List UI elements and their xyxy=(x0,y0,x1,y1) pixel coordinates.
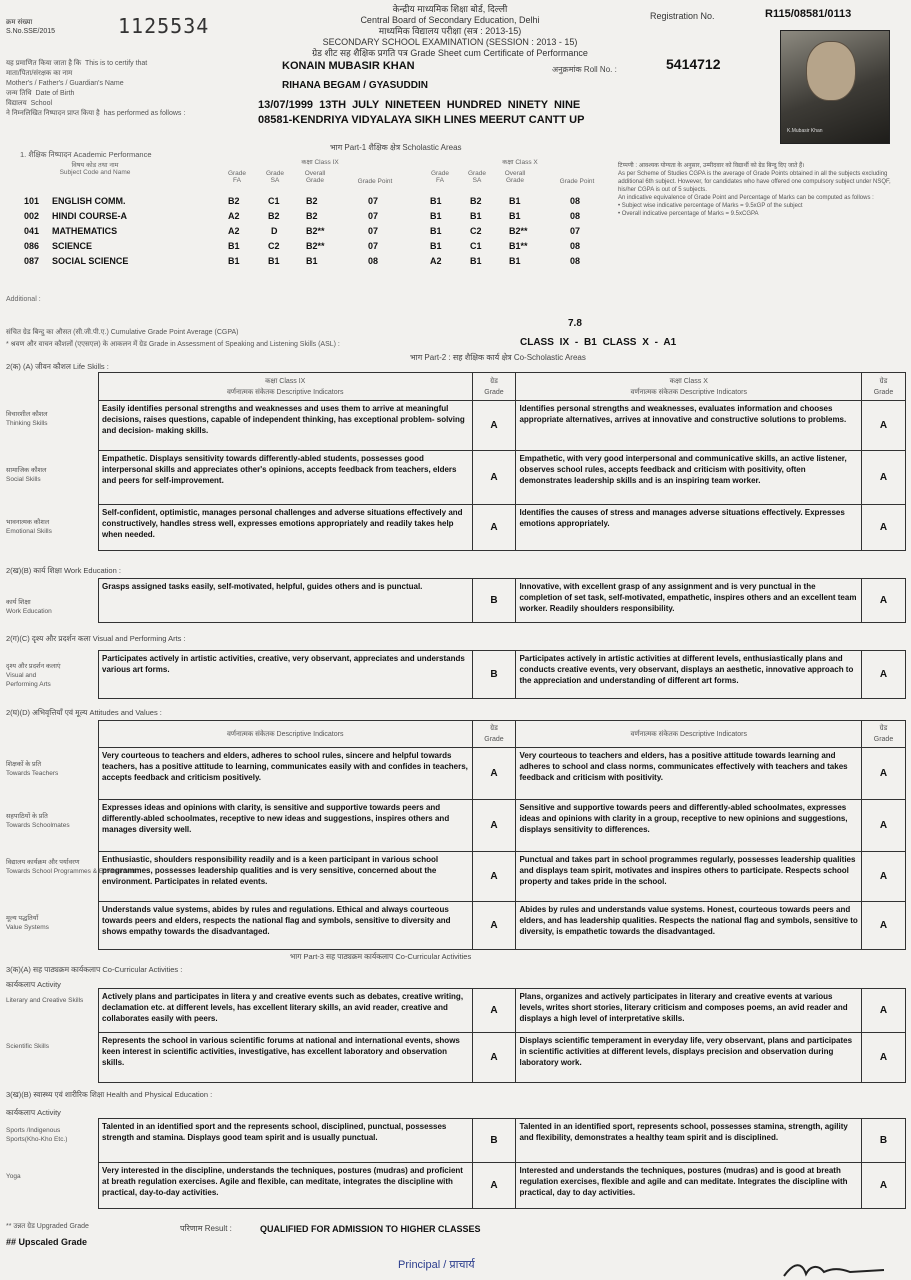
ix-grade: A xyxy=(472,1163,516,1209)
subject-name: MATHEMATICS xyxy=(52,226,118,236)
ix-grade: B xyxy=(472,579,516,623)
descriptive-col-header: वर्णनात्मक संकेतक Descriptive Indicators xyxy=(99,721,473,748)
ix-sa: C2 xyxy=(268,241,280,251)
x-indicator: Plans, organizes and actively participates in literary and creative events at various levels, writes short stories, literary criticism and composes poems, an avid reader and displays a high level of interpretative skills. xyxy=(516,989,862,1033)
x-grade: A xyxy=(862,989,906,1033)
x-grade: A xyxy=(862,1163,906,1209)
serial-number: 1125534 xyxy=(118,14,210,38)
grade-col-header: ग्रेड Grade xyxy=(472,373,516,401)
attitudes-label: 2(घ)(D) अभिवृत्तियाँ एवं मूल्य Attitudes and Values : xyxy=(6,708,162,717)
x-indicator: Very courteous to teachers and elders, has a positive attitude towards learning and adheres to school and class norms, communicates effectively with teachers and takes feedback and criticism with positivity. xyxy=(516,748,862,800)
x-indicator: Identifies personal strengths and weaknesses, evaluates information and chooses appropriate alternatives, arrives at innovative and constructive solutions to problems. xyxy=(516,401,862,451)
ix-indicator: Understands value systems, abides by rules and regulations. Ethical and always courteous towards peers and elders, respects the national flag and symbols, sensitive to diversity and shows empathy towards the disadvantaged. xyxy=(99,902,473,950)
upscaled-note: ## Upscaled Grade xyxy=(6,1237,88,1247)
subject-row xyxy=(6,211,586,227)
school-name: 08581-KENDRIYA VIDYALAYA SIKH LINES MEERUT CANTT UP xyxy=(258,114,585,126)
table-row xyxy=(99,1033,906,1083)
life-skills-label: 2(क) (A) जीवन कौशल Life Skills : xyxy=(6,362,109,371)
row-label: मूल्य पद्धतियाँ Value Systems xyxy=(6,915,49,931)
ix-sa: B2 xyxy=(268,211,280,221)
row-label: विचारशील कौशल Thinking Skills xyxy=(6,411,48,427)
class9-label: कक्षा Class IX xyxy=(265,377,306,385)
x-indicator: Innovative, with excellent grasp of any assignment and is very punctual in the completion of set task, self-motivated, empathetic, inspires others and an excellent team worker. Readily shoulders responsibility. xyxy=(516,579,862,623)
table-row xyxy=(99,1163,906,1209)
x-gp-header: Grade Point xyxy=(559,178,595,185)
part1-title: भाग Part-1 शैक्षिक क्षेत्र Scholastic Areas xyxy=(330,143,462,152)
ix-grade: A xyxy=(472,505,516,551)
row-label: सामाजिक कौशल Social Skills xyxy=(6,467,47,483)
x-indicator: Displays scientific temperament in everyday life, very observant, plans and participates in scientific activities at different levels, displays precision and observation during laboratory work. xyxy=(516,1033,862,1083)
descriptive-label: वर्णनात्मक संकेतक Descriptive Indicators xyxy=(630,388,747,396)
x-fa: B1 xyxy=(430,211,442,221)
x-fa: B1 xyxy=(430,226,442,236)
x-sa: B1 xyxy=(470,211,482,221)
x-overall: B1 xyxy=(509,256,521,266)
asl-label: * श्रवण और वाचन कौशलों (एएसएल) के आकलन में ग्रेड Grade in Assessment of Speaking and Listening Skills (ASL) : xyxy=(6,341,340,348)
descriptive-col-header: वर्णनात्मक संकेतक Descriptive Indicators xyxy=(516,721,862,748)
row-label: कार्य शिक्षा Work Education xyxy=(6,599,52,615)
result-label: परिणाम Result : xyxy=(180,1224,232,1233)
subject-row xyxy=(6,196,586,212)
parents-name: RIHANA BEGAM / GYASUDDIN xyxy=(282,80,428,91)
subject-code: 041 xyxy=(24,226,40,236)
ix-sa-header: Grade SA xyxy=(265,170,285,184)
subject-code: 087 xyxy=(24,256,40,266)
row-label: Sports /Indigenous Sports(Kho-Kho Etc.) xyxy=(6,1127,68,1143)
cgpa-label: संचित ग्रेड बिन्दु का औसत (सी.जी.पी.ए.) Cumulative Grade Point Average (CGPA) xyxy=(6,329,239,336)
ix-indicator: Self-confident, optimistic, manages personal challenges and adverse situations effectively and constructively, handles stress well, expresses emotions appropriately and readily takes help when needed. xyxy=(99,505,473,551)
x-grade: A xyxy=(862,651,906,699)
x-indicator: Abides by rules and understands value systems. Honest, courteous towards peers and elders, and has leadership qualities. Respects the national flag and symbols, sensitive to diversity, is empathetic towards the disadvantaged. xyxy=(516,902,862,950)
subject-name: SCIENCE xyxy=(52,241,93,251)
ix-grade: B xyxy=(472,1119,516,1163)
ix-grade: A xyxy=(472,989,516,1033)
row-label: शिक्षकों के प्रति Towards Teachers xyxy=(6,761,59,777)
ix-overall: B2** xyxy=(306,241,325,251)
table-row xyxy=(99,401,906,451)
table-row xyxy=(99,505,906,551)
ix-indicator: Actively plans and participates in litera y and creative events such as debates, creative writing, declamation etc. at different levels, has excellent literary skills, an avid reader, creative and collaborates easily with peers. xyxy=(99,989,473,1033)
ix-grade: A xyxy=(472,451,516,505)
ix-fa: B1 xyxy=(228,241,240,251)
x-overall: B1 xyxy=(509,196,521,206)
registration-number: R115/08581/0113 xyxy=(765,8,852,20)
subject-code: 086 xyxy=(24,241,40,251)
x-gp: 08 xyxy=(570,241,581,251)
grade-col-header: ग्रेड Grade xyxy=(472,721,516,748)
x-fa: B1 xyxy=(430,241,442,251)
roll-label: अनुक्रमांक Roll No. : xyxy=(552,65,617,74)
ix-grade: A xyxy=(472,748,516,800)
subject-name: SOCIAL SCIENCE xyxy=(52,256,129,266)
row-label: Scientific Skills xyxy=(6,1043,49,1050)
cgpa-value: 7.8 xyxy=(568,318,582,329)
row-label: भावनात्मक कौशल Emotional Skills xyxy=(6,519,52,535)
x-grade: A xyxy=(862,800,906,852)
subject-name: HINDI COURSE-A xyxy=(52,211,128,221)
ix-indicator: Grasps assigned tasks easily, self-motivated, helpful, guides others and is punctual. xyxy=(99,579,473,623)
row-label: Literary and Creative Skills xyxy=(6,997,84,1004)
ix-grade: A xyxy=(472,852,516,902)
ix-grade: A xyxy=(472,401,516,451)
x-sa: B2 xyxy=(470,196,482,206)
ix-overall: B2 xyxy=(306,196,318,206)
subject-row xyxy=(6,226,586,242)
ix-overall: B2** xyxy=(306,226,325,236)
health-table xyxy=(98,1118,906,1209)
ix-sa: C1 xyxy=(268,196,280,206)
x-overall: B1 xyxy=(509,211,521,221)
row-label: Yoga xyxy=(6,1173,21,1180)
ix-gp: 07 xyxy=(368,196,379,206)
table-row xyxy=(99,800,906,852)
x-grade: A xyxy=(862,852,906,902)
x-indicator: Sensitive and supportive towards peers and differently-abled schoolmates, expresses ideas and opinions with clarity in a group, receptive to new opinions and suggestions, displays sensitivity to differences. xyxy=(516,800,862,852)
ix-indicator: Empathetic. Displays sensitivity towards differently-abled students, possesses good interpersonal skills and appreciates other's opinions, accepts feedback from teachers, elders and peers for self-improvement. xyxy=(99,451,473,505)
ix-fa: A2 xyxy=(228,211,240,221)
descriptive-label: वर्णनात्मक संकेतक Descriptive Indicators xyxy=(227,388,344,396)
col-subject-header: विषय कोड तथा नाम Subject Code and Name xyxy=(59,162,131,176)
row-label: विद्यालय कार्यक्रम और पर्यावरण Towards School Programmes & Environment xyxy=(6,859,136,875)
x-indicator: Identifies the causes of stress and manages adverse situations effectively. Expresses emotions appropriately. xyxy=(516,505,862,551)
class10-col-header xyxy=(516,373,862,401)
ix-grade: B xyxy=(472,651,516,699)
table-row xyxy=(99,1119,906,1163)
table-row xyxy=(99,748,906,800)
x-grade: A xyxy=(862,1033,906,1083)
class9-col-header xyxy=(99,373,473,401)
grade-col-header: ग्रेड Grade xyxy=(862,721,906,748)
x-overall: B1** xyxy=(509,241,528,251)
x-overall: B2** xyxy=(509,226,528,236)
x-grade: A xyxy=(862,579,906,623)
x-indicator: Participates actively in artistic activities at different levels, enthusiastically plans and conducts creative events, very observant, displays an aesthetic, innovative approach to the appreciation and understanding of different art forms. xyxy=(516,651,862,699)
serial-label: क्रम संख्या S.No.SSE/2015 xyxy=(6,19,56,35)
principal-label: Principal / प्राचार्य xyxy=(398,1259,475,1271)
x-grade: A xyxy=(862,748,906,800)
subject-code: 101 xyxy=(24,196,40,206)
table-row xyxy=(99,651,906,699)
grade-note: टिप्पणी : आवश्यक योग्यता के अनुसार, उम्मीदवार को विद्यार्थी को ग्रेड बिन्दु दिए जाते हैं। As per Scheme of Studies CGPA is the average of Grade Points obtained in all the subjects excluding additional 6th subject. However, for candidates who have offered one compulsory subject under NSQF, his/her CGPA is out of 5 subjects. An indicative equivalence of Grade Point and Percentage of Marks can be computed as follows : • Subject wise indicative percentage of Marks = 9.5xGP of the subject • Overall indicative percentage of Marks = 9.5xCGPA xyxy=(618,163,891,217)
visual-arts-label: 2(ग)(C) दृश्य और प्रदर्शन कला Visual and Performing Arts : xyxy=(6,634,186,643)
subject-row xyxy=(6,256,586,272)
ix-overall-header: Overall Grade xyxy=(304,170,326,184)
ix-overall: B1 xyxy=(306,256,318,266)
x-sa-header: Grade SA xyxy=(467,170,487,184)
ix-fa-header: Grade FA xyxy=(227,170,247,184)
ix-grade: A xyxy=(472,1033,516,1083)
x-grade: A xyxy=(862,902,906,950)
ix-grade: A xyxy=(472,902,516,950)
photo-face xyxy=(806,41,856,101)
x-indicator: Interested and understands the techniques, postures (mudras) and is good at breath regulation exercises, flexible and agile and can meditate. Integrates the discipline with practical, day to day activities. xyxy=(516,1163,862,1209)
x-gp: 08 xyxy=(570,256,581,266)
x-indicator: Empathetic, with very good interpersonal and communicative skills, an active listener, observes school rules, accepts feedback and criticism with positivity, often demonstrates leadership skills and is an inspiring team worker. xyxy=(516,451,862,505)
ix-fa: B1 xyxy=(228,256,240,266)
x-gp: 07 xyxy=(570,226,581,236)
ix-fa: A2 xyxy=(228,226,240,236)
x-grade: A xyxy=(862,505,906,551)
subject-code: 002 xyxy=(24,211,40,221)
row-label: दृश्य और प्रदर्शन कलाएं Visual and Performing Arts xyxy=(6,663,61,688)
ix-indicator: Represents the school in various scientific forums at national and international events, shows keen interest in scientific activities, investigative, has excellent laboratory and observation skills. xyxy=(99,1033,473,1083)
activity-label: कार्यकलाप Activity xyxy=(6,1108,61,1117)
ix-indicator: Very interested in the discipline, understands the techniques, postures (mudras) and proficient at breath regulation exercises. Agile and flexible, can meditate, integrates the discipline with practical, day-to-day activities. xyxy=(99,1163,473,1209)
part3-title: भाग Part-3 सह पाठ्यक्रम कार्यकलाप Co-Curricular Activities xyxy=(290,952,472,961)
table-row xyxy=(99,989,906,1033)
ix-fa: B2 xyxy=(228,196,240,206)
work-education-label: 2(ख)(B) कार्य शिक्षा Work Education : xyxy=(6,566,121,575)
student-photo xyxy=(780,30,890,144)
table-row xyxy=(99,579,906,623)
x-indicator: Talented in an identified sport, represents school, possesses stamina, strength, agility and flexibility, demonstrates a healthy team spirit and is disciplined. xyxy=(516,1119,862,1163)
certify-intro: यह प्रमाणित किया जाता है कि This is to certify that माता/पिता/संरक्षक का नाम Mother's / Father's / Guardian's Name जन्म तिथि Date of Birth विद्यालय School ने निम्नलिखित निष्पादन प्राप्त किया है has performed as follows : xyxy=(6,60,186,117)
x-fa: B1 xyxy=(430,196,442,206)
date-of-birth: 13/07/1999 13TH JULY NINETEEN HUNDRED NINETY NINE xyxy=(258,99,581,111)
table-row xyxy=(99,852,906,902)
subject-name: ENGLISH COMM. xyxy=(52,196,126,206)
board-heading: केन्द्रीय माध्यमिक शिक्षा बोर्ड, दिल्ली Central Board of Secondary Education, Delhi माध्यमिक विद्यालय परीक्षा (सत्र : 2013-15) SECONDARY SCHOOL EXAMINATION (SESSION : 2013 - 15) ग्रेड शीट सह शैक्षिक प्रगति पत्र Grade Sheet cum Certificate of Performance xyxy=(312,4,588,58)
ix-grade: A xyxy=(472,800,516,852)
ix-gp-header: Grade Point xyxy=(357,178,393,185)
x-indicator: Punctual and takes part in school programmes regularly, possesses leadership qualities and displays team spirit, motivates and inspires others to participate. Respects school property and takes pride in the school. xyxy=(516,852,862,902)
x-fa-header: Grade FA xyxy=(430,170,450,184)
class10-header: कक्षा Class X xyxy=(502,159,538,166)
visual-arts-table xyxy=(98,650,906,699)
roll-number: 5414712 xyxy=(666,56,721,72)
ix-indicator: Enthusiastic, shoulders responsibility readily and is a keen participant in various school programmes, possesses leadership qualities and is very sensitive, concerned about the environment. Participates in related events. xyxy=(99,852,473,902)
attitudes-table xyxy=(98,720,906,950)
work-education-table xyxy=(98,578,906,623)
signature-icon xyxy=(780,1258,890,1280)
x-sa: C1 xyxy=(470,241,482,251)
grade-col-header: ग्रेड Grade xyxy=(862,373,906,401)
asl-grades: CLASS IX - B1 CLASS X - A1 xyxy=(520,337,677,348)
x-fa: A2 xyxy=(430,256,442,266)
table-row xyxy=(99,451,906,505)
ix-indicator: Expresses ideas and opinions with clarity, is sensitive and supportive towards peers and differently-abled schoolmates, receptive to new ideas and suggestions, inspires others and manages diversity well. xyxy=(99,800,473,852)
x-overall-header: Overall Grade xyxy=(504,170,526,184)
x-grade: A xyxy=(862,401,906,451)
ix-indicator: Very courteous to teachers and elders, adheres to school rules, sincere and helpful towards teachers, has a positive attitude to learning, communicates easily with and confides in teachers, accepts feedback and criticism positively. xyxy=(99,748,473,800)
part2-title: भाग Part-2 : सह शैक्षिक कार्य क्षेत्र Co-Scholastic Areas xyxy=(410,353,586,362)
cca-table xyxy=(98,988,906,1083)
cca-label: 3(क)(A) सह पाठ्यक्रम कार्यकलाप Co-Curricular Activities : xyxy=(6,965,183,974)
x-grade: B xyxy=(862,1119,906,1163)
ix-gp: 07 xyxy=(368,226,379,236)
activity-label: कार्यकलाप Activity xyxy=(6,980,61,989)
x-sa: B1 xyxy=(470,256,482,266)
health-label: 3(ख)(B) स्वास्थ्य एवं शारीरिक शिक्षा Health and Physical Education : xyxy=(6,1090,213,1099)
life-skills-table xyxy=(98,372,906,551)
ix-gp: 07 xyxy=(368,211,379,221)
ix-gp: 07 xyxy=(368,241,379,251)
ix-indicator: Talented in an identified sport and the represents school, disciplined, punctual, possesses strength and stamina. Displays good team spirit and is usually punctual. xyxy=(99,1119,473,1163)
academic-label: 1. शैक्षिक निष्पादन Academic Performance xyxy=(20,150,152,159)
ix-sa: D xyxy=(271,226,278,236)
x-gp: 08 xyxy=(570,211,581,221)
row-label: सहपाठियों के प्रति Towards Schoolmates xyxy=(6,813,70,829)
table-row xyxy=(99,902,906,950)
registration-label: Registration No. xyxy=(650,11,715,21)
x-sa: C2 xyxy=(470,226,482,236)
subject-row xyxy=(6,241,586,257)
result-value: QUALIFIED FOR ADMISSION TO HIGHER CLASSES xyxy=(260,1224,481,1234)
x-grade: A xyxy=(862,451,906,505)
ix-indicator: Participates actively in artistic activities, creative, very observant, appreciates and understands various art forms. xyxy=(99,651,473,699)
ix-sa: B1 xyxy=(268,256,280,266)
class10-label: कक्षा Class X xyxy=(669,377,708,385)
ix-indicator: Easily identifies personal strengths and weaknesses and uses them to arrive at meaningful decisions, raises questions, capable of independent thinking, has exceptional problem- solving and decision- making skills. xyxy=(99,401,473,451)
upgrade-note: ** उन्नत ग्रेड Upgraded Grade xyxy=(6,1223,89,1230)
additional-label: Additional : xyxy=(6,296,41,303)
x-gp: 08 xyxy=(570,196,581,206)
photo-caption: K.Mubasir Khan xyxy=(787,128,823,134)
class9-header: कक्षा Class IX xyxy=(301,159,339,166)
ix-gp: 08 xyxy=(368,256,379,266)
ix-overall: B2 xyxy=(306,211,318,221)
student-name: KONAIN MUBASIR KHAN xyxy=(282,60,415,72)
